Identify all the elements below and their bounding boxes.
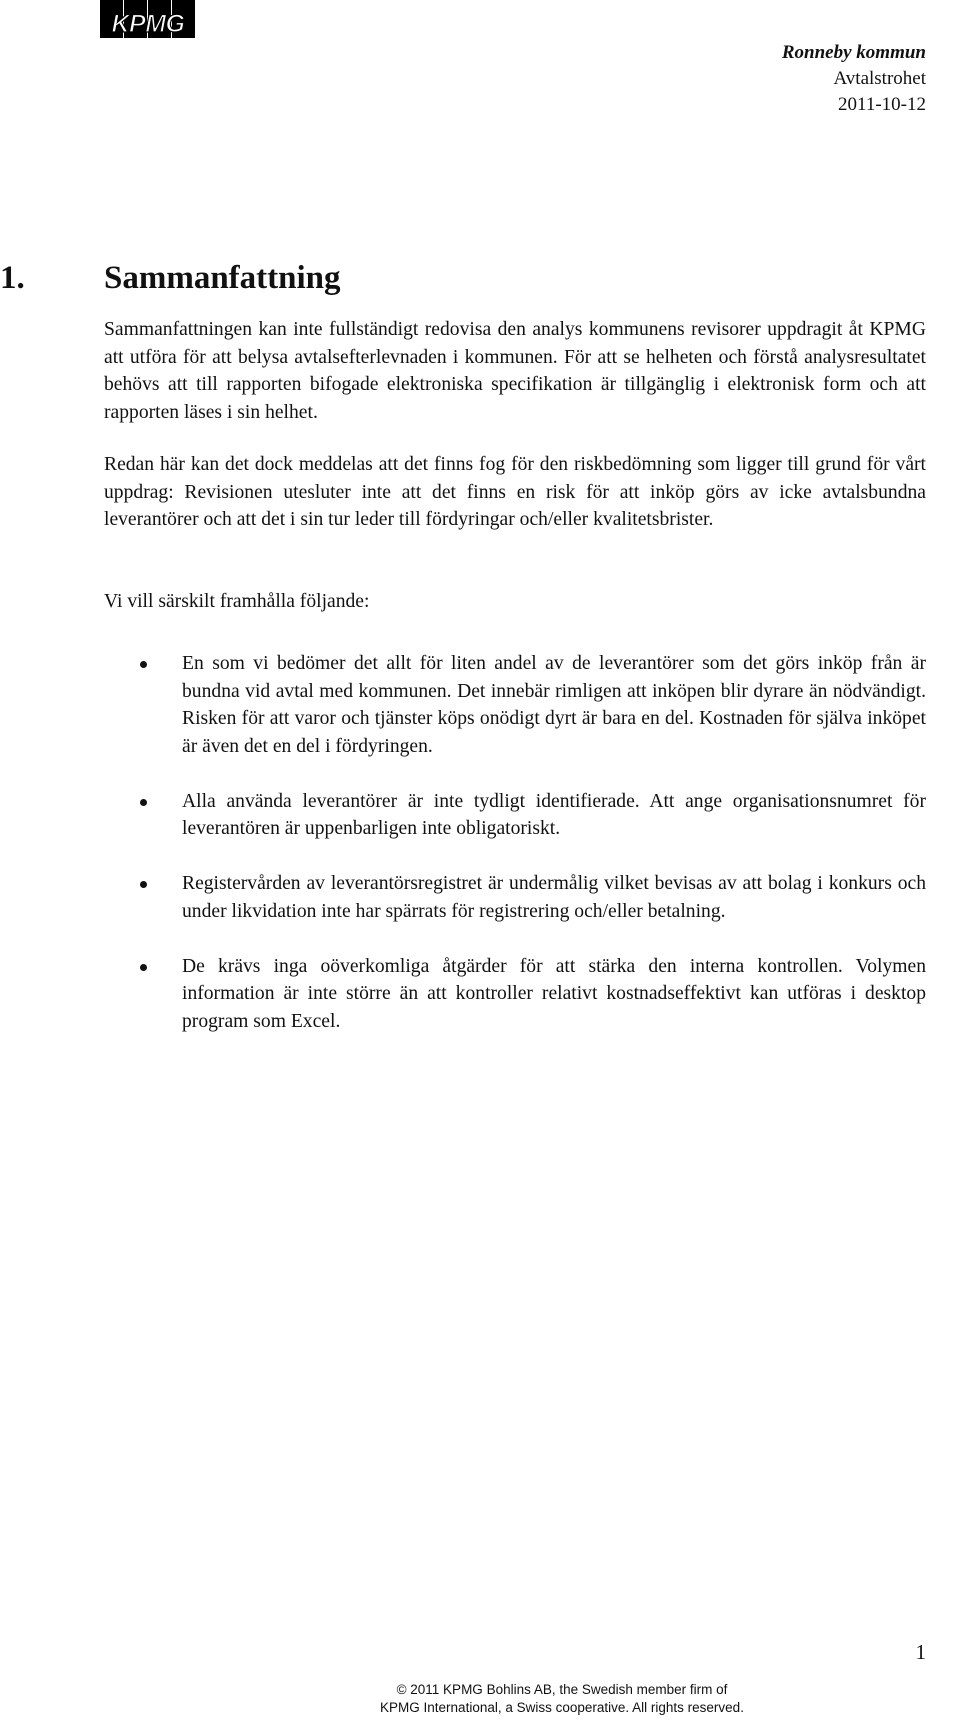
page-number: 1: [915, 1640, 926, 1664]
paragraph-lead: Vi vill särskilt framhålla följande:: [104, 591, 370, 612]
footer-line-1: © 2011 KPMG Bohlins AB, the Swedish member firm of: [396, 1682, 728, 1697]
list-item: [140, 870, 926, 925]
header-doc-title: Avtalstrohet: [833, 68, 926, 89]
bullet-icon: [140, 799, 147, 806]
copyright-footer: [362, 1681, 762, 1717]
footer-line-2: KPMG International, a Swiss cooperative. All rights reserved.: [380, 1700, 744, 1715]
list-item: [140, 650, 926, 760]
bullet-icon: [140, 964, 147, 971]
paragraph-risk: Redan här kan det dock meddelas att det finns fog för den riskbedömning som ligger till grund för vårt uppdrag: Revisionen utesluter inte att det finns en risk för att inköp görs av icke avtalsbundna leverantörer och att det i sin tur leder till fördyringar och/eller kvalitetsbrister.: [104, 454, 926, 530]
bullet-icon: [140, 661, 147, 668]
paragraph-intro: Sammanfattningen kan inte fullständigt redovisa den analys kommunens revisorer uppdragit åt KPMG att utföra för att belysa avtalsefterlevnaden i kommunen. För att se helheten och förstå analysresultatet behövs att till rapporten bifogade elektroniska specifikation är tillgänglig i elektronisk form och att rapporten läses i sin helhet.: [104, 319, 926, 423]
section-number: 1.: [0, 260, 25, 296]
list-item: [140, 788, 926, 843]
section-title: Sammanfattning: [104, 260, 341, 296]
list-item-text: En som vi bedömer det allt för liten andel av de leverantörer som det görs inköp från är bundna vid avtal med kommunen. Det innebär rimligen att inköpen blir dyrare än nödvändigt. Risken för att varor och tjänster köps onödigt dyrt är bara en del. Kostnaden för själva inköpet är även det en del i fördyringen.: [182, 653, 926, 757]
header-org: Ronneby kommun: [781, 42, 926, 63]
list-item-text: Alla använda leverantörer är inte tydligt identifierade. Att ange organisationsnumret för leverantören är uppenbarligen inte obligatoriskt.: [182, 790, 926, 839]
kpmg-logo: [100, 0, 196, 38]
list-item-text: Registervården av leverantörsregistret är undermålig vilket bevisas av att bolag i konkurs och under likvidation inte har spärrats för registrering och/eller betalning.: [182, 873, 926, 922]
list-item-text: De krävs inga oöverkomliga åtgärder för att stärka den interna kontrollen. Volymen information är inte större än att kontroller relativt kostnadseffektivt kan utföras i desktop program som Excel.: [182, 955, 926, 1032]
logo-text: KPMG: [111, 10, 185, 38]
document-header: [782, 40, 926, 118]
findings-list: [140, 650, 926, 1063]
header-date: 2011-10-12: [838, 94, 926, 115]
bullet-icon: [140, 881, 147, 888]
list-item: [140, 953, 926, 1036]
